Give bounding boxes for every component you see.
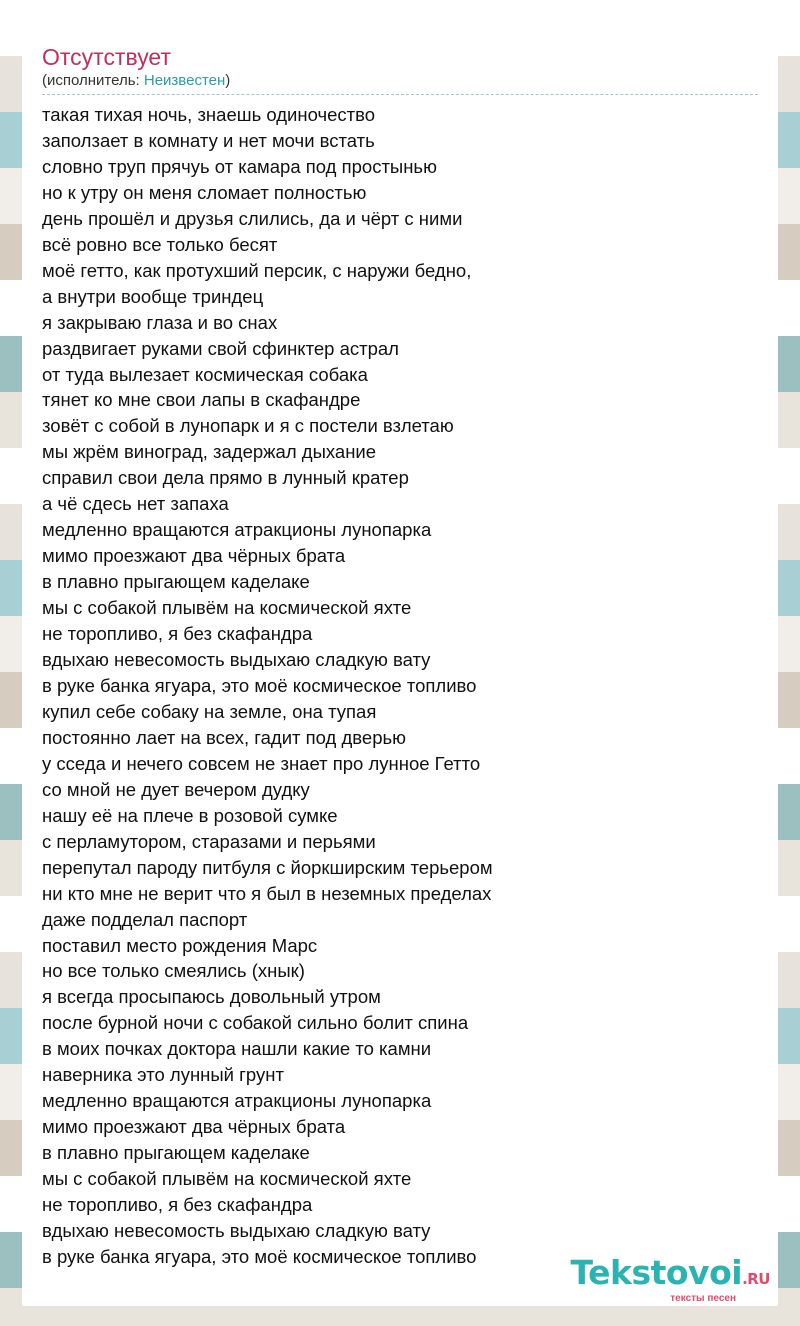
- lyric-line: нашу её на плече в розовой сумке: [42, 804, 338, 826]
- lyric-line: со мной не дует вечером дудку: [42, 778, 310, 800]
- lyric-line: мы с собакой плывём на космической яхте: [42, 1168, 412, 1190]
- lyric-line: моё гетто, как протухший персик, с наружи бедно,: [42, 259, 472, 281]
- lyric-line: медленно вращаются атракционы лунопарка: [42, 519, 432, 541]
- lyric-line: перепутал пароду питбуля с йоркширским терьером: [42, 856, 493, 878]
- lyric-line: постоянно лает на всех, гадит под дверью: [42, 726, 407, 748]
- lyric-line: наверника это лунный грунт: [42, 1064, 284, 1086]
- lyrics-card: [22, 22, 778, 1306]
- lyric-line: день прошёл и друзья слились, да и чёрт с ними: [42, 207, 463, 229]
- lyric-line: медленно вращаются атракционы лунопарка: [42, 1090, 432, 1112]
- lyric-line: в плавно прыгающем каделаке: [42, 1142, 310, 1164]
- artist-prefix: (исполнитель:: [42, 72, 144, 89]
- lyric-line: купил себе собаку на земле, она тупая: [42, 700, 377, 722]
- lyric-line: но к утру он меня сломает полностью: [42, 181, 367, 203]
- lyric-line: не торопливо, я без скафандра: [42, 623, 313, 645]
- lyric-line: мы с собакой плывём на космической яхте: [42, 597, 412, 619]
- lyric-line: мы жрём виноград, задержал дыхание: [42, 441, 377, 463]
- lyric-line: от туда вылезает космическая собака: [42, 363, 368, 385]
- lyrics-text: [42, 102, 758, 1270]
- lyric-line: мимо проезжают два чёрных брата: [42, 1116, 346, 1138]
- lyric-line: зовёт с собой в лунопарк и я с постели взлетаю: [42, 415, 454, 437]
- logo-tagline: тексты песен: [670, 1293, 736, 1304]
- lyric-line: раздвигает руками свой сфинктер астрал: [42, 337, 399, 359]
- lyric-line: даже подделал паспорт: [42, 908, 248, 930]
- lyric-line: с перламутором, старазами и перьями: [42, 830, 376, 852]
- lyric-line: у сседа и нечего совсем не знает про лунное Гетто: [42, 752, 481, 774]
- site-logo[interactable]: [571, 1255, 770, 1304]
- lyric-line: мимо проезжают два чёрных брата: [42, 545, 346, 567]
- lyric-line: справил свои дела прямо в лунный кратер: [42, 467, 409, 489]
- lyric-line: в моих почках доктора нашли какие то камни: [42, 1038, 432, 1060]
- logo-wordmark: [571, 1255, 770, 1297]
- lyric-line: после бурной ночи с собакой сильно болит спина: [42, 1012, 469, 1034]
- lyric-line: вдыхаю невесомость выдыхаю сладкую вату: [42, 1219, 431, 1241]
- lyric-line: вдыхаю невесомость выдыхаю сладкую вату: [42, 649, 431, 671]
- lyric-line: а внутри вообще триндец: [42, 285, 264, 307]
- lyric-line: я всегда просыпаюсь довольный утром: [42, 986, 381, 1008]
- song-title: Отсутствует: [42, 44, 171, 70]
- lyric-line: но все только смеялись (хнык): [42, 960, 305, 982]
- lyric-line: а чё сдесь нет запаха: [42, 493, 229, 515]
- lyric-line: ни кто мне не верит что я был в неземных пределах: [42, 882, 492, 904]
- lyric-line: я закрываю глаза и во снах: [42, 311, 278, 333]
- logo-domain: .RU: [742, 1270, 770, 1288]
- lyric-line: тянет ко мне свои лапы в скафандре: [42, 389, 361, 411]
- artist-line: [42, 72, 758, 90]
- lyric-line: в руке банка ягуара, это моё космическое топливо: [42, 674, 477, 696]
- lyric-line: словно труп прячуь от камара под простынью: [42, 155, 437, 177]
- lyric-line: в плавно прыгающем каделаке: [42, 571, 310, 593]
- artist-link[interactable]: Неизвестен: [143, 72, 226, 89]
- lyric-line: всё ровно все только бесят: [42, 233, 278, 255]
- song-header: [42, 42, 758, 95]
- lyric-line: такая тихая ночь, знаешь одиночество: [42, 104, 376, 125]
- lyric-line: поставил место рождения Марс: [42, 934, 318, 956]
- artist-suffix: ): [225, 72, 231, 89]
- lyric-line: заползает в комнату и нет мочи встать: [42, 129, 375, 151]
- lyric-line: не торопливо, я без скафандра: [42, 1194, 313, 1216]
- lyric-line: в руке банка ягуара, это моё космическое топливо: [42, 1245, 477, 1267]
- logo-name: Tekstovoi: [570, 1253, 743, 1292]
